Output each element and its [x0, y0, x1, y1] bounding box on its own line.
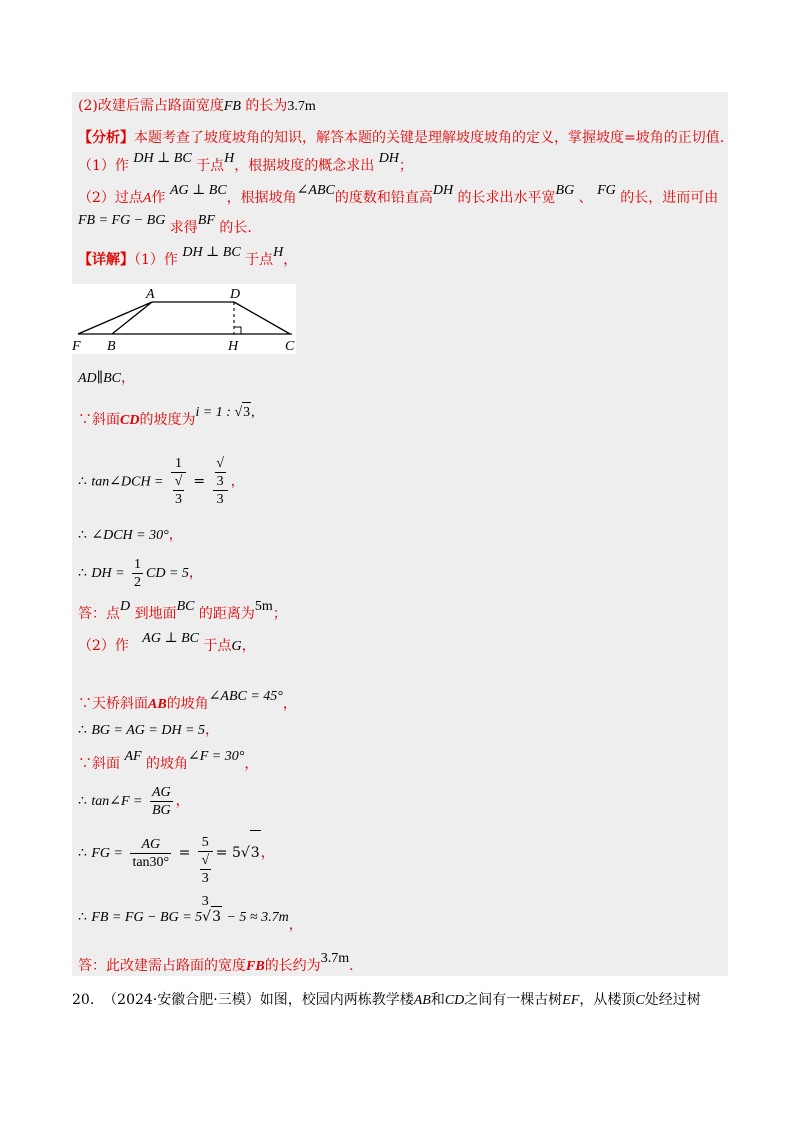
- answer1-math: BC: [176, 599, 195, 614]
- therefore-symbol: ∴: [78, 527, 87, 543]
- therefore-symbol: ∴: [78, 473, 87, 490]
- step1-line: [78, 151, 413, 177]
- analysis-line: [78, 128, 724, 148]
- step2a-math2: ∠ABC: [296, 183, 335, 198]
- tan-dch-frac1: 1 √ 3: [171, 455, 186, 508]
- fb-end: ，: [288, 917, 303, 933]
- bridge-ab-math: ∠ABC = 45°: [208, 689, 283, 704]
- fg-rhs: = 5: [215, 845, 241, 861]
- bridge-ab-line: [78, 689, 297, 715]
- because-symbol: ∵: [78, 756, 92, 772]
- analysis-tag: 【分析】: [78, 130, 134, 146]
- label-C: C: [285, 339, 295, 354]
- bg-value-end: ，: [205, 722, 220, 738]
- slope-af-text: 斜面: [92, 756, 120, 772]
- therefore-symbol: ∴: [78, 565, 87, 581]
- step2a-line: [78, 183, 719, 209]
- question-text4: 处经过树: [644, 992, 701, 1008]
- fg-end: ，: [260, 845, 275, 861]
- tan-f-lhs: tan∠F =: [91, 794, 143, 809]
- question-text: 如图，校园内两栋教学楼: [259, 992, 414, 1008]
- answer2-line: [78, 951, 354, 977]
- analysis-text: 本题考查了坡度坡角的知识，解答本题的关键是理解坡度坡角的定义，掌握坡度=坡角的正切值.: [134, 130, 725, 146]
- question-cd: CD: [444, 993, 465, 1008]
- question-c: C: [635, 993, 645, 1008]
- answer1-text2: 到地面: [134, 606, 177, 622]
- label-F: F: [72, 339, 81, 354]
- slope-cd-text2: 的坡度为: [139, 412, 196, 428]
- step2a-text3: 的长求出水平宽: [457, 190, 556, 206]
- tan-f-num: AG: [151, 784, 171, 800]
- tan-f-den: BG: [151, 802, 171, 818]
- slope-af-math: AF: [124, 749, 142, 764]
- dh-end: ，: [188, 565, 203, 581]
- frac2-den: 3: [216, 492, 224, 507]
- fg-frac2: 5 √ 3 3: [198, 834, 213, 910]
- fg-eq: =: [178, 845, 191, 861]
- part2-end: ，: [241, 638, 256, 654]
- fb-rest: − 5 ≈ 3.7m: [226, 910, 289, 925]
- step2a-text2: 的度数和铅直高: [334, 190, 433, 206]
- frac1-num: 1: [171, 455, 186, 473]
- fg-frac1: [130, 836, 171, 871]
- tan-dch-frac2: √ 3 3: [213, 455, 228, 508]
- slope-af-line: [78, 749, 259, 775]
- answer2-end: .: [349, 958, 354, 974]
- dh-lhs: DH =: [91, 566, 125, 581]
- fg-frac1-num: AG: [130, 836, 171, 854]
- next-question-line: [72, 990, 701, 1011]
- therefore-symbol: ∴: [78, 845, 87, 861]
- slope-cd-line: ∵斜面CD的坡度为i = 1 : √3,: [78, 410, 255, 431]
- slope-af-text2: 的坡角: [146, 756, 189, 772]
- answer2-text: 答：此改建需占路面的宽度: [78, 958, 246, 974]
- answer2-value: 3.7m: [320, 951, 350, 966]
- part2-point: G: [231, 639, 242, 654]
- question-ab: AB: [413, 993, 431, 1008]
- answer2-text2: 的长约为: [264, 958, 321, 974]
- tan-f-frac: [150, 784, 173, 819]
- slope-af-end: ，: [244, 756, 259, 772]
- step1-end: ；: [398, 158, 413, 174]
- bg-value-math: BG = AG = DH = 5: [91, 723, 206, 738]
- part2-prefix: （2）作: [78, 638, 129, 654]
- tan-f-end: ，: [175, 793, 190, 809]
- fg-frac2-den-root: 3: [201, 871, 209, 886]
- step2a-math5: FG: [597, 183, 616, 198]
- label-H: H: [228, 339, 239, 354]
- answer1-end: ；: [272, 606, 287, 622]
- detail-point: H: [273, 245, 284, 260]
- tan-dch-eq: =: [193, 473, 206, 490]
- frac2-num-root: 3: [216, 474, 224, 489]
- step1-mid: 于点: [196, 158, 225, 174]
- therefore-symbol: ∴: [78, 793, 87, 809]
- fg-rhs-root: 3: [250, 830, 261, 875]
- frac1-den-root: 3: [174, 492, 182, 507]
- answer2-var: FB: [246, 959, 265, 974]
- therefore-symbol: ∴: [78, 909, 87, 925]
- fb-value-line: ∴ FB = FG − BG = 5√3 − 5 ≈ 3.7m，: [78, 906, 303, 928]
- part2-result-line: [78, 96, 316, 117]
- bridge-ab-end: ，: [282, 696, 297, 712]
- slope-cd-var: CD: [120, 413, 140, 428]
- question-text2: 之间有一棵古树: [464, 992, 563, 1008]
- bridge-ab-text: 天桥斜面: [92, 696, 148, 712]
- step1-point: H: [224, 151, 235, 166]
- step2b-line: [78, 213, 252, 239]
- angle-dch-math: ∠DCH = 30°: [91, 528, 169, 543]
- dh-frac-den: 2: [134, 574, 141, 590]
- step2a-text: ，根据坡角: [226, 190, 297, 206]
- fg-lhs: FG =: [91, 846, 123, 861]
- step1-prefix: （1）作: [78, 158, 129, 174]
- part2-result-var: FB: [223, 99, 241, 114]
- dh-frac: [132, 556, 143, 591]
- step2a-math4: BG: [555, 183, 575, 198]
- question-and: 和: [430, 992, 445, 1008]
- trapezoid-figure: [72, 284, 296, 354]
- step2a-prefix: （2）过点: [78, 190, 143, 206]
- fg-frac2-num: 5: [198, 834, 213, 852]
- step2b-math2: BF: [197, 213, 215, 228]
- step1-math: DH ⊥ BC: [133, 151, 192, 166]
- tan-dch-end: ，: [230, 473, 245, 490]
- tan-f-line: [78, 780, 190, 822]
- answer1-text: 答：点: [78, 606, 120, 622]
- slope-cd-root: 3: [242, 402, 251, 423]
- fg-value-line: ∴ FG = $\frac{AG}{\tan 30^\circ}$ = 5 √ 3 3 = 5√3，: [78, 830, 275, 890]
- parallel-end: ，: [121, 370, 136, 386]
- slope-cd-text: 斜面: [92, 412, 120, 428]
- label-B: B: [107, 339, 116, 354]
- step2a-math3: DH: [432, 183, 454, 198]
- slope-cd-end: ,: [251, 405, 255, 420]
- question-number: 20.: [72, 992, 95, 1008]
- step2b-math: FB = FG − BG: [78, 213, 166, 228]
- fb-math: FB = FG − BG = 5: [91, 910, 203, 925]
- detail-mid: 于点: [245, 252, 274, 268]
- label-D: D: [230, 287, 241, 302]
- step2a-sep: 、: [578, 190, 593, 206]
- step2b-end: 的长.: [219, 220, 252, 236]
- question-text3: ，从楼顶: [579, 992, 636, 1008]
- step2a-math: AG ⊥ BC: [169, 183, 227, 198]
- step2a-end: 的长，进而可由: [620, 190, 719, 206]
- bg-value-line: [78, 720, 219, 741]
- part2-result-text2: 的长为: [245, 98, 288, 114]
- detail-line: [78, 245, 298, 271]
- fb-root: 3: [211, 906, 222, 927]
- bridge-ab-text2: 的坡角: [166, 696, 209, 712]
- step2a-mid: 作: [151, 190, 166, 206]
- because-symbol: ∵: [78, 696, 92, 712]
- answer1-text3: 的距离为: [198, 606, 255, 622]
- question-source: （2024·安徽合肥·三模）: [103, 992, 260, 1008]
- part2-mid: 于点: [203, 638, 232, 654]
- part2-result-text: (2)改建后需占路面宽度: [78, 98, 224, 114]
- step2a-point: A: [142, 191, 152, 206]
- dh-value-line: [78, 553, 203, 593]
- answer1-point: D: [120, 599, 131, 614]
- because-symbol: ∵: [78, 412, 92, 428]
- therefore-symbol: ∴: [78, 722, 87, 738]
- parallel-math: AD∥BC: [78, 371, 122, 386]
- step1-math2: DH: [378, 151, 399, 166]
- part2-math: AG ⊥ BC: [142, 631, 199, 646]
- detail-text: （1）作: [134, 252, 178, 268]
- tan-dch-lhs: tan∠DCH =: [91, 474, 164, 490]
- dh-frac-num: 1: [134, 556, 141, 572]
- fg-frac1-den: tan30°: [132, 854, 170, 870]
- part2-start-line: [78, 631, 256, 657]
- parallel-line: [78, 368, 135, 389]
- step1-text: ，根据坡度的概念求出: [234, 158, 375, 174]
- part2-result-value: 3.7m: [287, 99, 316, 114]
- detail-end: ，: [283, 252, 298, 268]
- slope-af-math2: ∠F = 30°: [188, 749, 245, 764]
- answer1-line: [78, 599, 287, 625]
- angle-dch-end: ，: [168, 527, 183, 543]
- detail-math: DH ⊥ BC: [182, 245, 241, 260]
- tan-dch-line: [78, 455, 245, 507]
- dh-rhs: CD = 5: [146, 566, 189, 581]
- detail-tag: 【详解】: [78, 252, 134, 268]
- step2b-text: 求得: [169, 220, 198, 236]
- slope-cd-math: i = 1 :: [195, 405, 235, 420]
- label-A: A: [146, 287, 155, 302]
- fg-frac2-den-sub: 3: [201, 894, 209, 909]
- question-ef: EF: [562, 993, 580, 1008]
- trapezoid-diagram: [72, 284, 296, 354]
- answer1-value: 5m: [254, 599, 273, 614]
- angle-dch-line: [78, 525, 183, 546]
- bridge-ab-var: AB: [148, 697, 167, 712]
